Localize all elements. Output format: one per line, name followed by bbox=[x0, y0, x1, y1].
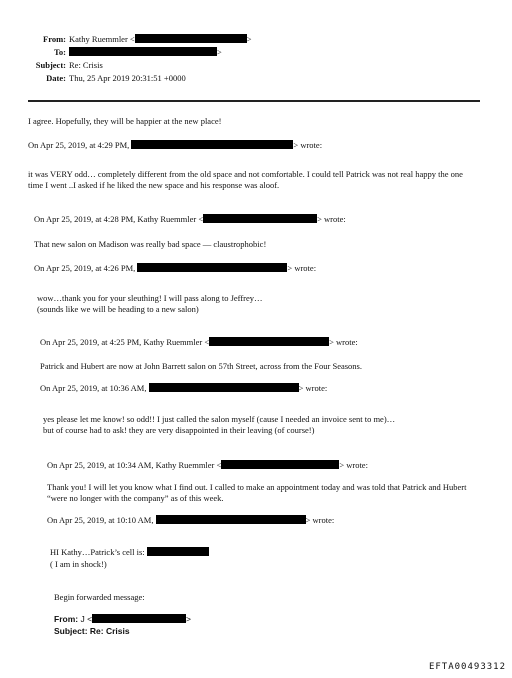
quote-text-5b: but of course had to ask! they are very disappointed in their leaving (of course!) bbox=[43, 425, 315, 435]
quote-text-5a: yes please let me know! so odd!! I just called the salon myself (cause I needed an invoice sent to me)… bbox=[43, 414, 396, 424]
quote-text-3a: wow…thank you for your sleuthing! I will pass along to Jeffrey… bbox=[37, 293, 263, 303]
redaction bbox=[149, 383, 299, 392]
quote-intro-4: On Apr 25, 2019, at 4:25 PM, Kathy Ruemmler < > wrote: bbox=[40, 337, 358, 347]
redaction bbox=[203, 214, 317, 223]
fwd-subject: Subject: Re: Crisis bbox=[54, 626, 130, 636]
date-label: Date: bbox=[46, 73, 66, 83]
redaction bbox=[156, 515, 306, 524]
date-value: Thu, 25 Apr 2019 20:31:51 +0000 bbox=[69, 73, 186, 83]
from-value: Kathy Ruemmler < bbox=[69, 34, 135, 44]
to-label: To: bbox=[54, 47, 66, 57]
redaction bbox=[221, 460, 339, 469]
fwd-from: From: J < > bbox=[54, 614, 192, 624]
header-date bbox=[0, 73, 186, 84]
from-label: From: bbox=[43, 34, 66, 44]
redaction bbox=[137, 263, 287, 272]
redaction bbox=[69, 47, 217, 56]
quote-text-4: Patrick and Hubert are now at John Barrett salon on 57th Street, across from the Four Seasons. bbox=[40, 361, 362, 371]
reply-text: I agree. Hopefully, they will be happier at the new place! bbox=[28, 116, 222, 126]
quote-text-3b: (sounds like we will be heading to a new salon) bbox=[37, 304, 199, 314]
redaction bbox=[209, 337, 329, 346]
quote-text-6: Thank you! I will let you know what I find out. I called to make an appointment today and was told that Patrick and Hubert “were no longer with the company” as of this week. bbox=[47, 482, 467, 503]
bates-number: EFTA00493312 bbox=[428, 662, 506, 672]
redaction bbox=[135, 34, 247, 43]
quote-text-7a: HI Kathy…Patrick’s cell is: bbox=[50, 547, 209, 558]
quote-intro-6: On Apr 25, 2019, at 10:34 AM, Kathy Ruemmler < > wrote: bbox=[47, 460, 368, 470]
quote-intro-5: On Apr 25, 2019, at 10:36 AM, > wrote: bbox=[40, 383, 328, 393]
header-subject bbox=[0, 60, 103, 71]
header-to: To: > bbox=[0, 47, 222, 58]
redaction bbox=[147, 547, 209, 556]
redaction bbox=[131, 140, 293, 149]
quote-text-1: it was VERY odd… completely different from the old space and not comfortable. I could tell Patrick was not real happy the one time I went ..I asked if he liked the new space and his response was aloof. bbox=[28, 169, 463, 190]
quote-text-7b: ( I am in shock!) bbox=[50, 559, 107, 569]
quote-intro-7: On Apr 25, 2019, at 10:10 AM, > wrote: bbox=[47, 515, 335, 525]
redaction bbox=[92, 614, 186, 623]
quote-intro-3: On Apr 25, 2019, at 4:26 PM, > wrote: bbox=[34, 263, 317, 273]
quote-text-2: That new salon on Madison was really bad space — claustrophobic! bbox=[34, 239, 267, 249]
subject-label: Subject: bbox=[35, 60, 66, 70]
quote-intro-1: On Apr 25, 2019, at 4:29 PM, > wrote: bbox=[28, 140, 323, 150]
header-from: From: Kathy Ruemmler < > bbox=[0, 34, 252, 45]
header-divider bbox=[28, 100, 480, 102]
quote-intro-2: On Apr 25, 2019, at 4:28 PM, Kathy Ruemmler < > wrote: bbox=[34, 214, 346, 224]
forward-label: Begin forwarded message: bbox=[54, 592, 145, 602]
subject-value: Re: Crisis bbox=[69, 60, 103, 70]
